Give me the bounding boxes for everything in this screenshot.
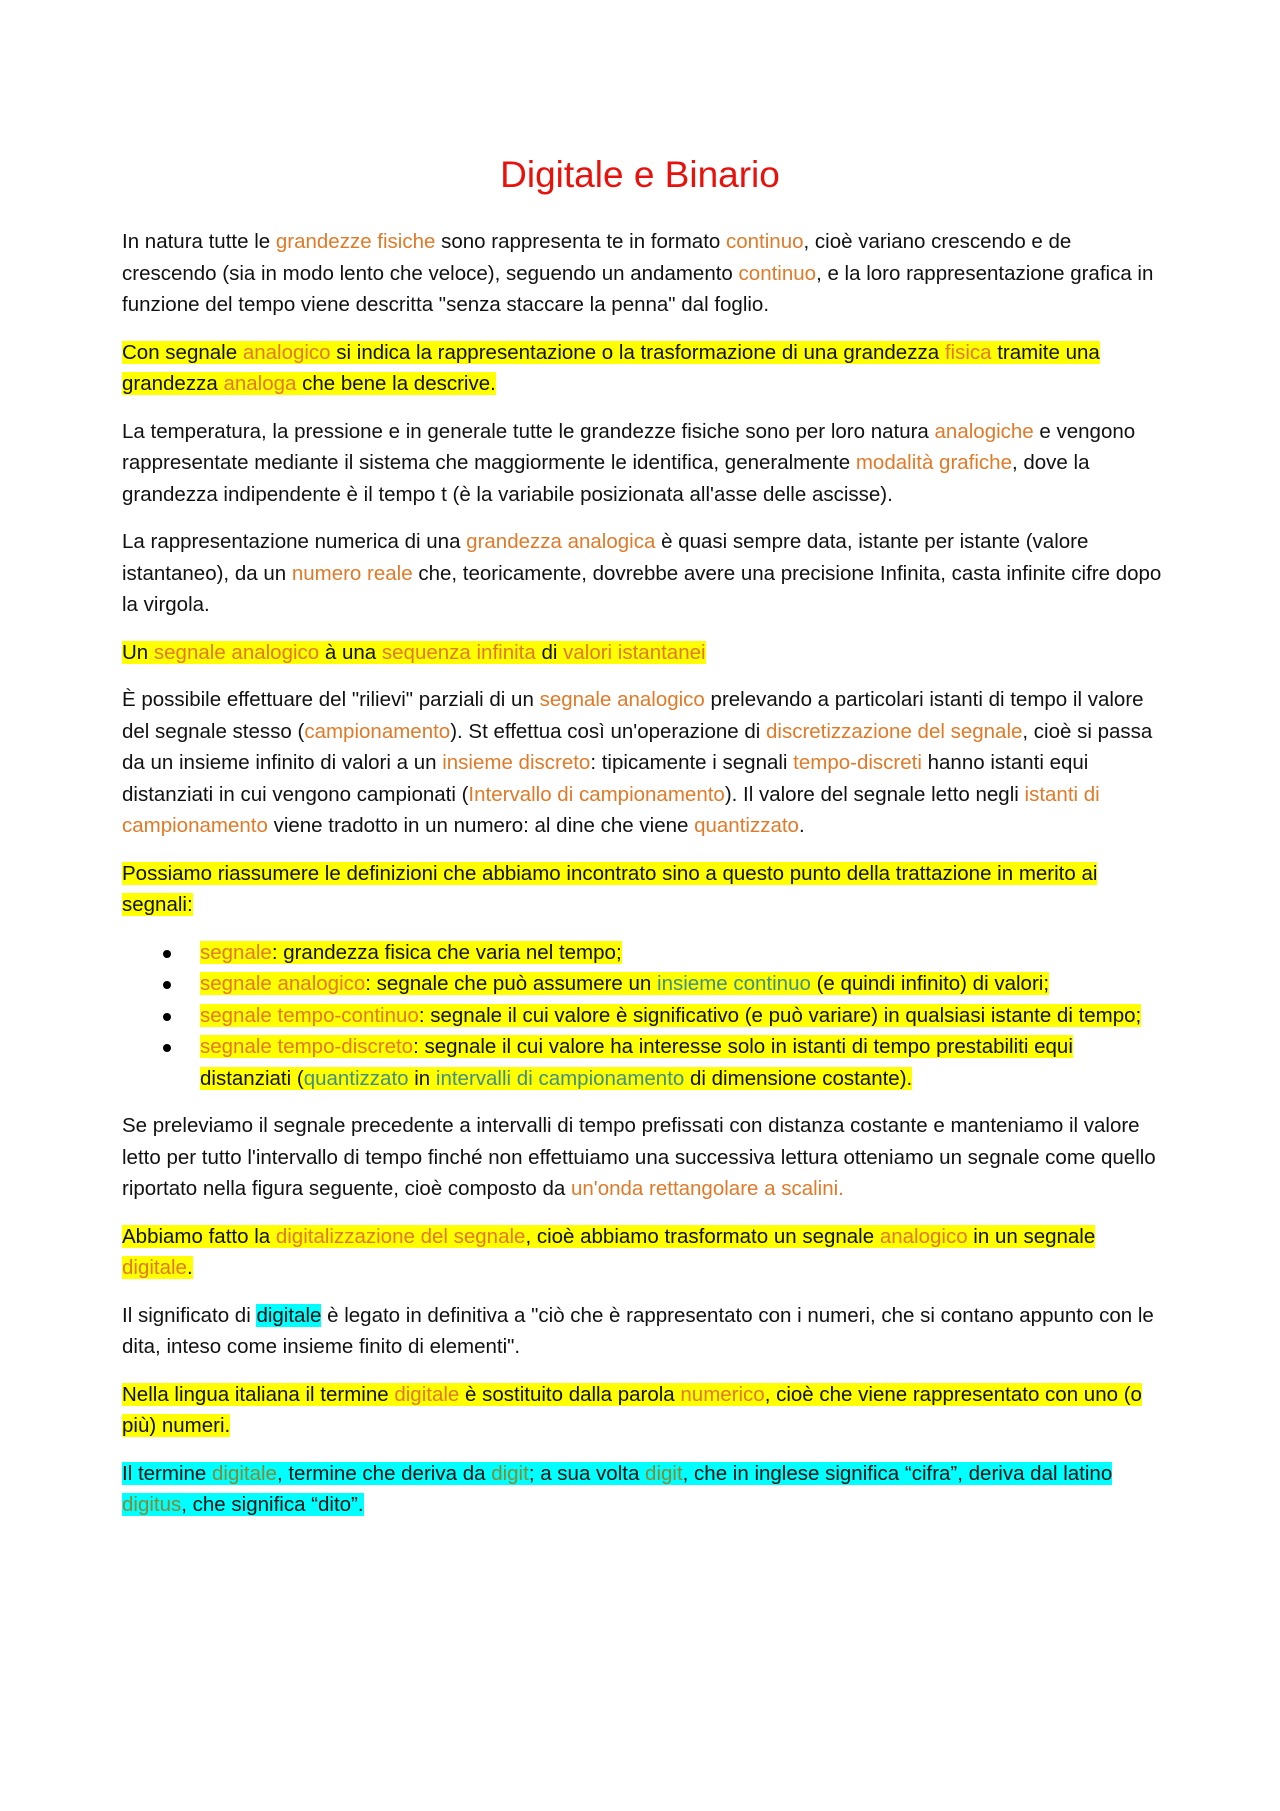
term-campionamento: campionamento xyxy=(304,719,451,743)
term-digitus: digitus xyxy=(122,1493,182,1516)
paragraph-etimologia: Il termine digitale, termine che deriva da digit; a sua volta digit, che in inglese significa “cifra”, deriva dal latino digitus, che significa “dito”. xyxy=(122,1461,1113,1516)
list-item: segnale analogico: segnale che può assumere un insieme continuo (e quindi infinito) di valori; xyxy=(200,968,1167,1000)
term-tempo-discreti: tempo-discreti xyxy=(793,751,922,774)
term-analogico: analogico xyxy=(242,340,331,364)
term-intervalli-campionamento: intervalli di campionamento xyxy=(435,1066,685,1090)
term-segnale-analogico: segnale analogico xyxy=(153,640,320,664)
bullet-icon xyxy=(163,1044,171,1052)
paragraph-onda-rettangolare: Se preleviamo il segnale precedente a intervalli di tempo prefissati con distanza costante e manteniamo il valore letto per tutto l'intervallo di tempo finché non effettuiamo una successiva lettura otteniamo un segnale come quello riportato nella figura seguente, cioè composto da un'onda rettangolare a scalini. xyxy=(122,1114,1156,1200)
paragraph-intro: In natura tutte le grandezze fisiche sono rappresenta te in formato continuo, cioè variano crescendo e de crescendo (sia in modo lento che veloce), seguendo un andamento continuo, e la loro rappresentazione grafica in funzione del tempo viene descritta "senza staccare la penna" dal foglio. xyxy=(122,230,1154,316)
bullet-icon xyxy=(163,950,171,958)
paragraph-digitalizzazione: Abbiamo fatto la digitalizzazione del segnale, cioè abbiamo trasformato un segnale analogico in un segnale digitale. xyxy=(122,1224,1096,1279)
term-numerico: numerico xyxy=(680,1382,765,1406)
term-onda-rettangolare: un'onda rettangolare a scalini. xyxy=(571,1177,844,1200)
term-quantizzato: quantizzato xyxy=(694,814,799,837)
term-intervallo-campionamento: Intervallo di campionamento xyxy=(468,782,725,806)
paragraph-rappresentazione-numerica: La rappresentazione numerica di una grandezza analogica è quasi sempre data, istante per istante (valore istantaneo), da un numero reale che, teoricamente, dovrebbe avere una precisione Infinita, casta infinite cifre dopo la virgola. xyxy=(122,530,1162,616)
term-valori-istantanei: valori istantanei xyxy=(563,640,706,664)
paragraph-sequenza-infinita: Un segnale analogico à una sequenza infinita di valori istantanei xyxy=(122,640,706,664)
term-grandezza-analogica: grandezza analogica xyxy=(466,530,656,553)
term-segnale: segnale xyxy=(200,940,272,964)
term-analoga: analoga xyxy=(223,372,297,395)
term-continuo: continuo xyxy=(738,261,817,285)
paragraph-campionamento: È possibile effettuare del "rilievi" parziali di un segnale analogico prelevando a particolari istanti di tempo il valore del segnale stesso (campionamento). St effettua così un'operazione di discretizzazione del segnale, cioè si passa da un insieme infinito di valori a un insieme discreto: tipicamente i segnali tempo-discreti hanno istanti equi distanziati in cui vengono campionati (Intervallo di campionamento). Il valore del segnale letto negli istanti di campionamento viene tradotto in un numero: al dine che viene quantizzato. xyxy=(122,688,1153,837)
term-segnale-analogico: segnale analogico xyxy=(539,688,705,711)
list-item: segnale: grandezza fisica che varia nel tempo; xyxy=(200,937,1167,969)
term-analogico: analogico xyxy=(879,1224,968,1248)
term-digitale: digitale xyxy=(256,1303,322,1327)
term-modalita-grafiche: modalità grafiche xyxy=(855,451,1012,474)
term-segnale-analogico: segnale analogico xyxy=(200,972,366,995)
term-quantizzato: quantizzato xyxy=(303,1066,409,1090)
definitions-list xyxy=(122,937,1167,1095)
term-segnale-tempo-discreto: segnale tempo-discreto xyxy=(200,1035,414,1058)
term-digitalizzazione: digitalizzazione del segnale xyxy=(275,1224,526,1248)
bullet-icon xyxy=(163,1013,171,1021)
term-digit: digit xyxy=(645,1461,683,1485)
paragraph-significato-digitale: Il significato di digitale è legato in definitiva a "ciò che è rappresentato con i numeri, che si contano appunto con le dita, inteso come insieme finito di elementi". xyxy=(122,1303,1154,1358)
term-digit: digit xyxy=(491,1461,529,1485)
bullet-icon xyxy=(163,981,171,989)
term-insieme-continuo: insieme continuo xyxy=(657,972,811,995)
paragraph-temperatura: La temperatura, la pressione e in generale tutte le grandezze fisiche sono per loro natura analogiche e vengono rappresentate mediante il sistema che maggiormente le identifica, generalmente modalità grafiche, dove la grandezza indipendente è il tempo t (è la variabile posizionata all'asse delle ascisse). xyxy=(122,419,1136,506)
paragraph-riassunto: Possiamo riassumere le definizioni che abbiamo incontrato sino a questo punto della trattazione in merito ai segnali: xyxy=(122,861,1098,916)
list-item: segnale tempo-discreto: segnale il cui valore ha interesse solo in istanti di tempo prestabiliti equi distanziati (quantizzato in intervalli di campionamento di dimensione costante). xyxy=(200,1031,1167,1094)
term-discretizzazione: discretizzazione del segnale xyxy=(766,719,1023,743)
paragraph-segnale-analogico-definition: Con segnale analogico si indica la rappresentazione o la trasformazione di una grandezza fisica tramite una grandezza analoga che bene la descrive. xyxy=(122,340,1100,395)
paragraph-lingua-italiana: Nella lingua italiana il termine digitale è sostituito dalla parola numerico, cioè che viene rappresentato con uno (o più) numeri. xyxy=(122,1382,1142,1437)
term-fisica: fisica xyxy=(944,340,992,364)
term-digitale: digitale xyxy=(212,1461,277,1485)
term-segnale-tempo-continuo: segnale tempo-continuo xyxy=(200,1003,419,1027)
document-body xyxy=(122,226,1167,1537)
term-numero-reale: numero reale xyxy=(291,561,413,585)
term-grandezze-fisiche: grandezze fisiche xyxy=(275,230,436,253)
term-analogiche: analogiche xyxy=(934,419,1034,443)
term-continuo: continuo xyxy=(726,230,804,253)
term-digitale: digitale xyxy=(122,1256,187,1279)
list-item: segnale tempo-continuo: segnale il cui valore è significativo (e può variare) in qualsiasi istante di tempo; xyxy=(200,1000,1167,1032)
term-istanti-campionamento: istanti di campionamento xyxy=(122,782,1100,837)
term-digitale: digitale xyxy=(394,1382,460,1406)
term-sequenza-infinita: sequenza infinita xyxy=(381,640,536,664)
term-insieme-discreto: insieme discreto xyxy=(442,751,591,774)
page-title: Digitale e Binario xyxy=(500,154,780,195)
